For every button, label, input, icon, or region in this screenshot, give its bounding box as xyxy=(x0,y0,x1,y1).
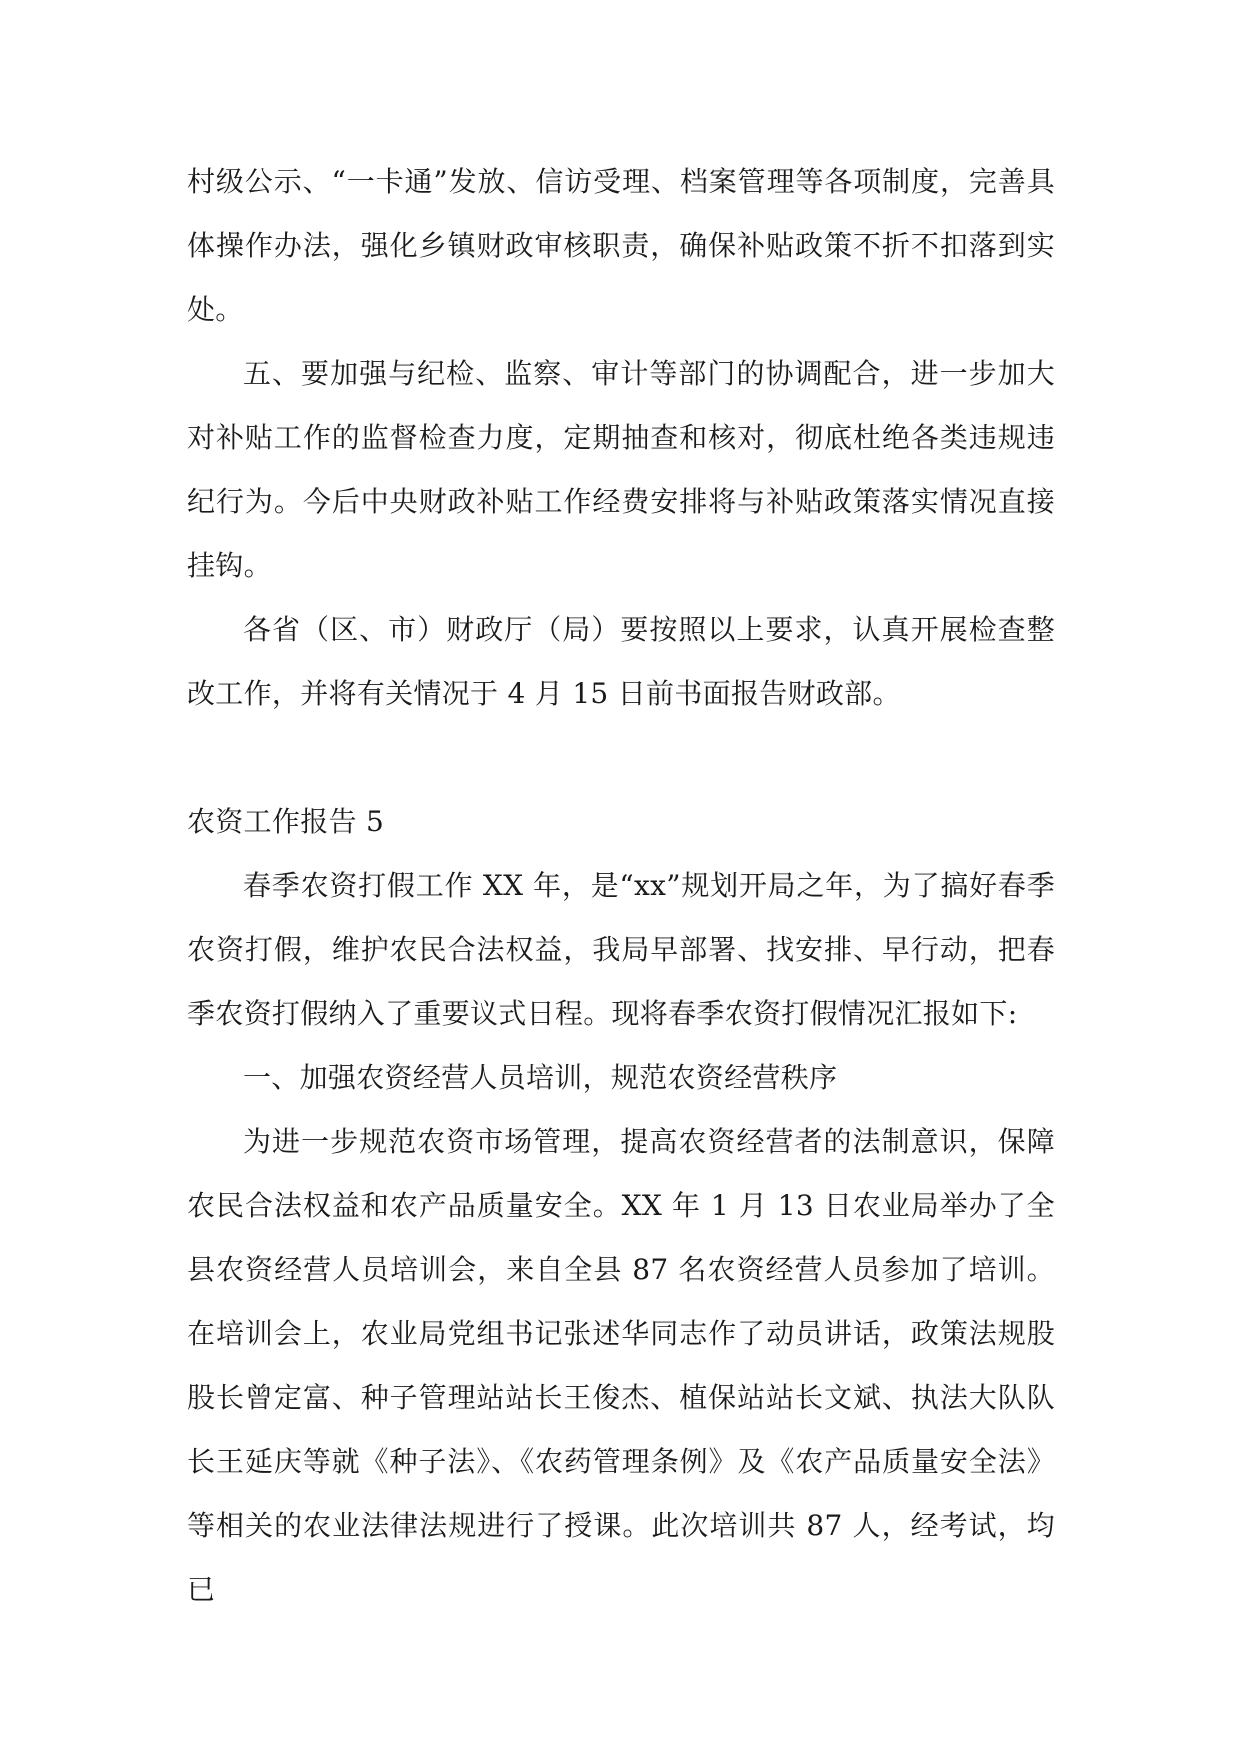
paragraph-subsidy-system: 村级公示、“一卡通”发放、信访受理、档案管理等各项制度，完善具体操作办法，强化乡镇财政审核职责，确保补贴政策不折不扣落到实处。 xyxy=(187,165,1055,326)
document-body xyxy=(187,150,1055,1622)
section-title: 农资工作报告 5 xyxy=(187,805,385,838)
paragraph-report-deadline: 各省（区、市）财政厅（局）要按照以上要求，认真开展检查整改工作，并将有关情况于 4 月 15 日前书面报告财政部。 xyxy=(187,613,1055,710)
paragraph-training-details: 为进一步规范农资市场管理，提高农资经营者的法制意识，保障农民合法权益和农产品质量安全。XX 年 1 月 13 日农业局举办了全县农资经营人员培训会，来自全县 87 名农资经营人员参加了培训。在培训会上，农业局党组书记张述华同志作了动员讲话，政策法规股股长曾定富、种子管理站站长王俊杰、植保站站长文斌、执法大队队长王延庆等就《种子法》、《农药管理条例》及《农产品质量安全法》等相关的农业法律法规进行了授课。此次培训共 87 人，经考试，均已 xyxy=(187,1125,1055,1606)
paragraph-supervision: 五、要加强与纪检、监察、审计等部门的协调配合，进一步加大对补贴工作的监督检查力度，定期抽查和核对，彻底杜绝各类违规违纪行为。今后中央财政补贴工作经费安排将与补贴政策落实情况直接挂钩。 xyxy=(187,357,1055,582)
paragraph-spring-campaign: 春季农资打假工作 XX 年，是“xx”规划开局之年，为了搞好春季农资打假，维护农民合法权益，我局早部署、找安排、早行动，把春季农资打假纳入了重要议式日程。现将春季农资打假情况汇报如下: xyxy=(187,869,1055,1030)
subheading-training: 一、加强农资经营人员培训，规范农资经营秩序 xyxy=(243,1061,838,1094)
